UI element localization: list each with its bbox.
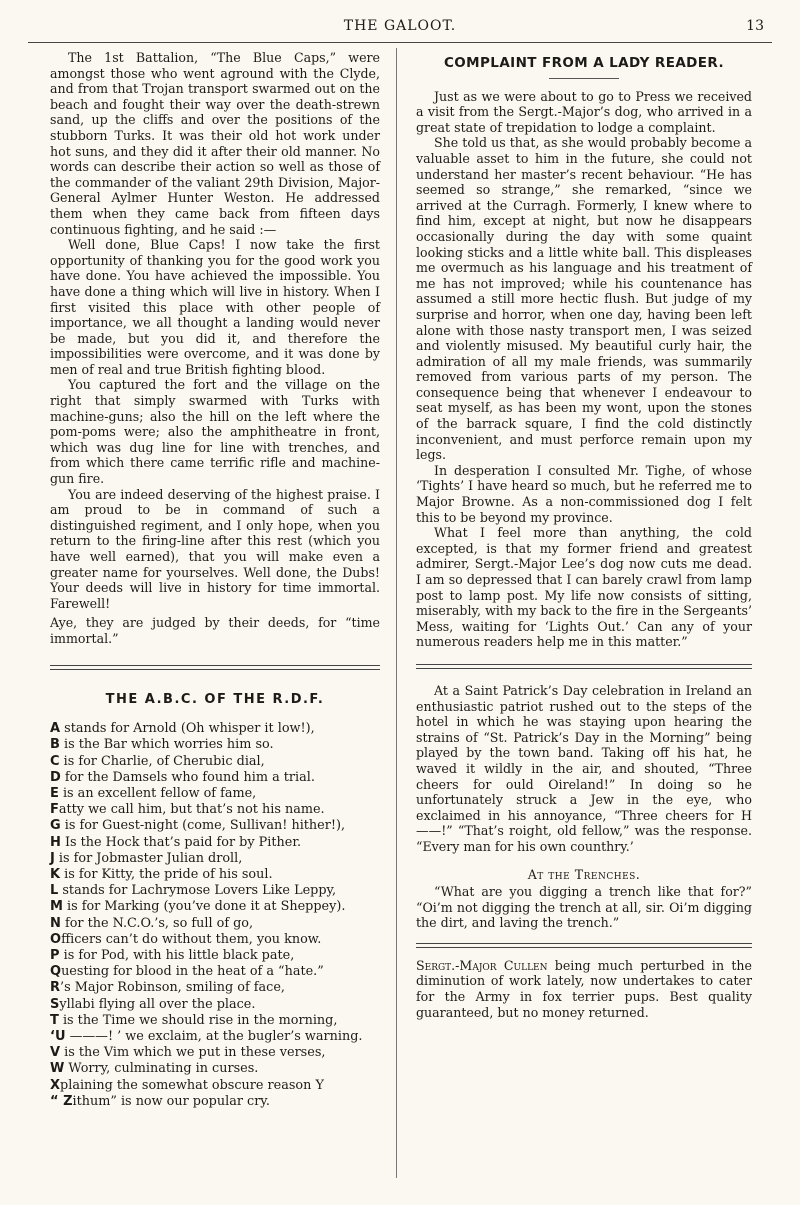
abc-text: yllabi flying all over the place.	[59, 996, 256, 1012]
speech-paragraph-2: You captured the fort and the village on the right that simply swarmed with Turks with machine-guns; also the hill on the left where the pom-poms were; also the amphitheatre in front, which was dug line for line with trenches, and from which there came terrific rifle and machine-gun fire.	[50, 377, 380, 487]
abc-line	[50, 754, 380, 770]
closing-line: Aye, they are judged by their deeds, for “time immortal.”	[50, 615, 380, 646]
abc-letter: Q	[50, 964, 62, 980]
abc-text: stands for Lachrymose Lovers Like Leppy,	[58, 883, 337, 899]
abc-text: ithum” is now our popular cry.	[72, 1093, 270, 1109]
abc-text: is for Guest-night (come, Sullivan! hither!),	[60, 818, 346, 834]
abc-line	[50, 835, 380, 851]
abc-line	[50, 1078, 380, 1094]
abc-letter: H	[50, 834, 61, 850]
abc-line	[50, 1061, 380, 1077]
abc-text: is the Time we should rise in the morning,	[58, 1012, 338, 1028]
complaint-title: COMPLAINT FROM A LADY READER.	[444, 55, 724, 71]
column-divider	[396, 48, 397, 1178]
cullen-text: being much perturbed in the diminution of work lately, now undertakes to cater for the Army in fox terrier pups. Best quality guaranteed, but no money returned.	[416, 957, 752, 1020]
abc-line	[50, 737, 380, 753]
trenches-joke: “What are you digging a trench like that for?” “Oi’m not digging the trench at all, sir. Oi’m digging the dirt, and laving the trench.”	[416, 884, 752, 931]
abc-text: is for Kitty, the pride of his soul.	[60, 866, 273, 882]
abc-line	[50, 997, 380, 1013]
complaint-paragraph-1: Just as we were about to go to Press we received a visit from the Sergt.-Major’s dog, who arrived in a great state of trepidation to lodge a complaint.	[416, 88, 752, 135]
abc-letter: G	[50, 818, 61, 834]
abc-line	[50, 1045, 380, 1061]
abc-letter: L	[50, 883, 59, 899]
page-header	[0, 0, 800, 40]
abc-letter: D	[50, 769, 61, 785]
page-number: 13	[746, 18, 764, 34]
section-double-rule	[50, 665, 380, 670]
abc-text: plaining the somewhat obscure reason Y	[60, 1077, 324, 1093]
abc-text: fficers can’t do without them, you know.	[61, 931, 322, 947]
abc-text: stands for Arnold (Oh whisper it low!),	[60, 721, 315, 737]
complaint-paragraph-3: In desperation I consulted Mr. Tighe, of whose ‘Tights’ I have heard so much, but he referred me to Major Browne. As a non-commissioned dog I felt this to be beyond my province.	[416, 462, 752, 525]
abc-line	[50, 883, 380, 899]
abc-text: uesting for blood in the heat of a “hate.”	[61, 964, 324, 980]
abc-text: atty we call him, but that’s not his name.	[58, 802, 325, 818]
trenches-title: At the Trenches.	[527, 866, 641, 882]
cullen-notice	[416, 958, 752, 1020]
abc-text: for the Damsels who found him a trial.	[60, 769, 315, 785]
abc-line	[50, 770, 380, 786]
abc-line	[50, 916, 380, 932]
abc-letter: O	[50, 931, 62, 947]
abc-line	[50, 851, 380, 867]
abc-text: is an excellent fellow of fame,	[58, 785, 257, 801]
abc-line	[50, 818, 380, 834]
section-double-rule-right	[416, 664, 752, 669]
title-rule	[549, 78, 619, 79]
abc-text: is for Marking (you’ve done it at Sheppey).	[62, 899, 346, 915]
abc-text: is for Jobmaster Julian droll,	[54, 850, 243, 866]
abc-line	[50, 899, 380, 915]
abc-letter: B	[50, 737, 60, 753]
abc-letter: V	[50, 1045, 61, 1061]
complaint-paragraph-2: She told us that, as she would probably become a valuable asset to him in the future, she could not understand her master’s recent behaviour. “He has seemed so strange,” she remarked, “since we arrived at the Curragh. Formerly, I knew where to find him, except at night, but now he disappears occasionally during the day with some quaint looking sticks and a little white ball. This displeases me overmuch as his language and his treatment of me has not improved; while his countenance has assumed a still more hectic flush. But judge of my surprise and horror, when one day, having been left alone with those nasty transport men, I was seized and violently misused. My beautiful curly hair, the admiration of all my male friends, was summarily removed from various parts of my person. The consequence being that whenever I endeavour to seat myself, as has been my wont, upon the stones of the barrack square, I find the cold distinctly inconvenient, and must perforce remain upon my legs.	[416, 135, 752, 463]
abc-line	[50, 932, 380, 948]
abc-line	[50, 867, 380, 883]
abc-line	[50, 721, 380, 737]
section-double-rule-right-2	[416, 943, 752, 948]
cullen-name: Sergt.-Major Cullen	[416, 957, 548, 973]
abc-line	[50, 1013, 380, 1029]
abc-letter: E	[50, 785, 59, 801]
abc-text: ’s Major Robinson, smiling of face,	[60, 980, 285, 996]
abc-title: THE A.B.C. OF THE R.D.F.	[105, 691, 325, 707]
left-column	[50, 50, 380, 1110]
abc-letter: J	[50, 850, 55, 866]
abc-letter: C	[50, 753, 60, 769]
abc-line	[50, 802, 380, 818]
abc-line	[50, 964, 380, 980]
abc-letter: F	[50, 802, 59, 818]
abc-text: is for Charlie, of Cherubic dial,	[59, 753, 265, 769]
abc-text: for the N.C.O.’s, so full of go,	[60, 915, 254, 931]
abc-letter: P	[50, 948, 60, 963]
speech-paragraph-1: Well done, Blue Caps! I now take the first opportunity of thanking you for the good work you have done. You have achieved the impossible. You have done a thing which will live in history. When I first visited this place with other people of importance, we all thought a landing would never be made, but you did it, and therefore the impossibilities were overcome, and it was done by men of real and true British fighting blood.	[50, 237, 380, 377]
battalion-intro: The 1st Battalion, “The Blue Caps,” were amongst those who went aground with the Clyde, and from that Trojan transport swarmed out on the beach and fought their way over the death-strewn sand, up the cliffs and over the positions of the stubborn Turks. It was their old hot work under hot suns, and they did it after their old manner. No words can describe their action so well as those of the commander of the valiant 29th Division, Major-General Aylmer Hunter Weston. He addressed them when they came back from fifteen days continuous fighting, and he said :—	[50, 50, 380, 237]
abc-text: Worry, culminating in curses.	[64, 1061, 259, 1077]
abc-verse	[50, 721, 380, 1110]
st-patrick-anecdote: At a Saint Patrick’s Day celebration in Ireland an enthusiastic patriot rushed out to the steps of the hotel in which he was staying upon hearing the strains of “St. Patrick’s Day in the Morning” being played by the town band. Taking off his hat, he waved it wildly in the air, and shouted, “Three cheers for ould Oireland!” In doing so he unfortunately struck a Jew in the eye, who exclaimed in his annoyance, “Three cheers for H——!” “That’s roight, old fellow,” was the response. “Every man for his own counthry.’	[416, 682, 752, 854]
abc-letter: S	[50, 996, 60, 1012]
abc-line	[50, 980, 380, 996]
abc-letter: N	[50, 915, 61, 931]
abc-letter: R	[50, 980, 61, 996]
publication-title: THE GALOOT.	[343, 18, 457, 34]
abc-letter: X	[50, 1077, 61, 1093]
abc-letter: K	[50, 866, 61, 882]
abc-line	[50, 948, 380, 964]
abc-letter: W	[50, 1061, 65, 1077]
abc-text: Is the Hock that’s paid for by Pither.	[60, 834, 302, 850]
abc-letter: M	[50, 899, 63, 915]
abc-line	[50, 786, 380, 802]
speech-paragraph-3: You are indeed deserving of the highest praise. I am proud to be in command of such a distinguished regiment, and I only hope, when you return to the firing-line after this rest (which you have well earned), that you will make even a greater name for yourselves. Well done, the Dubs! Your deeds will live in history for time immortal. Farewell!	[50, 486, 380, 611]
abc-text: is the Bar which worries him so.	[59, 737, 274, 753]
abc-text: is for Pod, with his little black pate,	[59, 948, 295, 963]
abc-letter: T	[50, 1012, 59, 1028]
abc-text: ———! ’ we exclaim, at the bugler’s warning.	[65, 1029, 363, 1045]
complaint-paragraph-4: What I feel more than anything, the cold excepted, is that my former friend and greatest admirer, Sergt.-Major Lee’s dog now cuts me dead. I am so depressed that I can barely crawl from lamp post to lamp post. My life now consists of sitting, miserably, with my back to the fire in the Sergeants’ Mess, waiting for ‘Lights Out.’ Can any of your numerous readers help me in this matter.”	[416, 525, 752, 650]
abc-text: is the Vim which we put in these verses,	[60, 1045, 326, 1061]
header-rule	[28, 42, 772, 43]
abc-letter: “ Z	[50, 1093, 73, 1109]
abc-letter: ‘U	[50, 1029, 66, 1045]
abc-letter: A	[50, 721, 61, 737]
abc-line	[50, 1094, 380, 1110]
right-column	[416, 50, 752, 1020]
abc-line	[50, 1029, 380, 1045]
